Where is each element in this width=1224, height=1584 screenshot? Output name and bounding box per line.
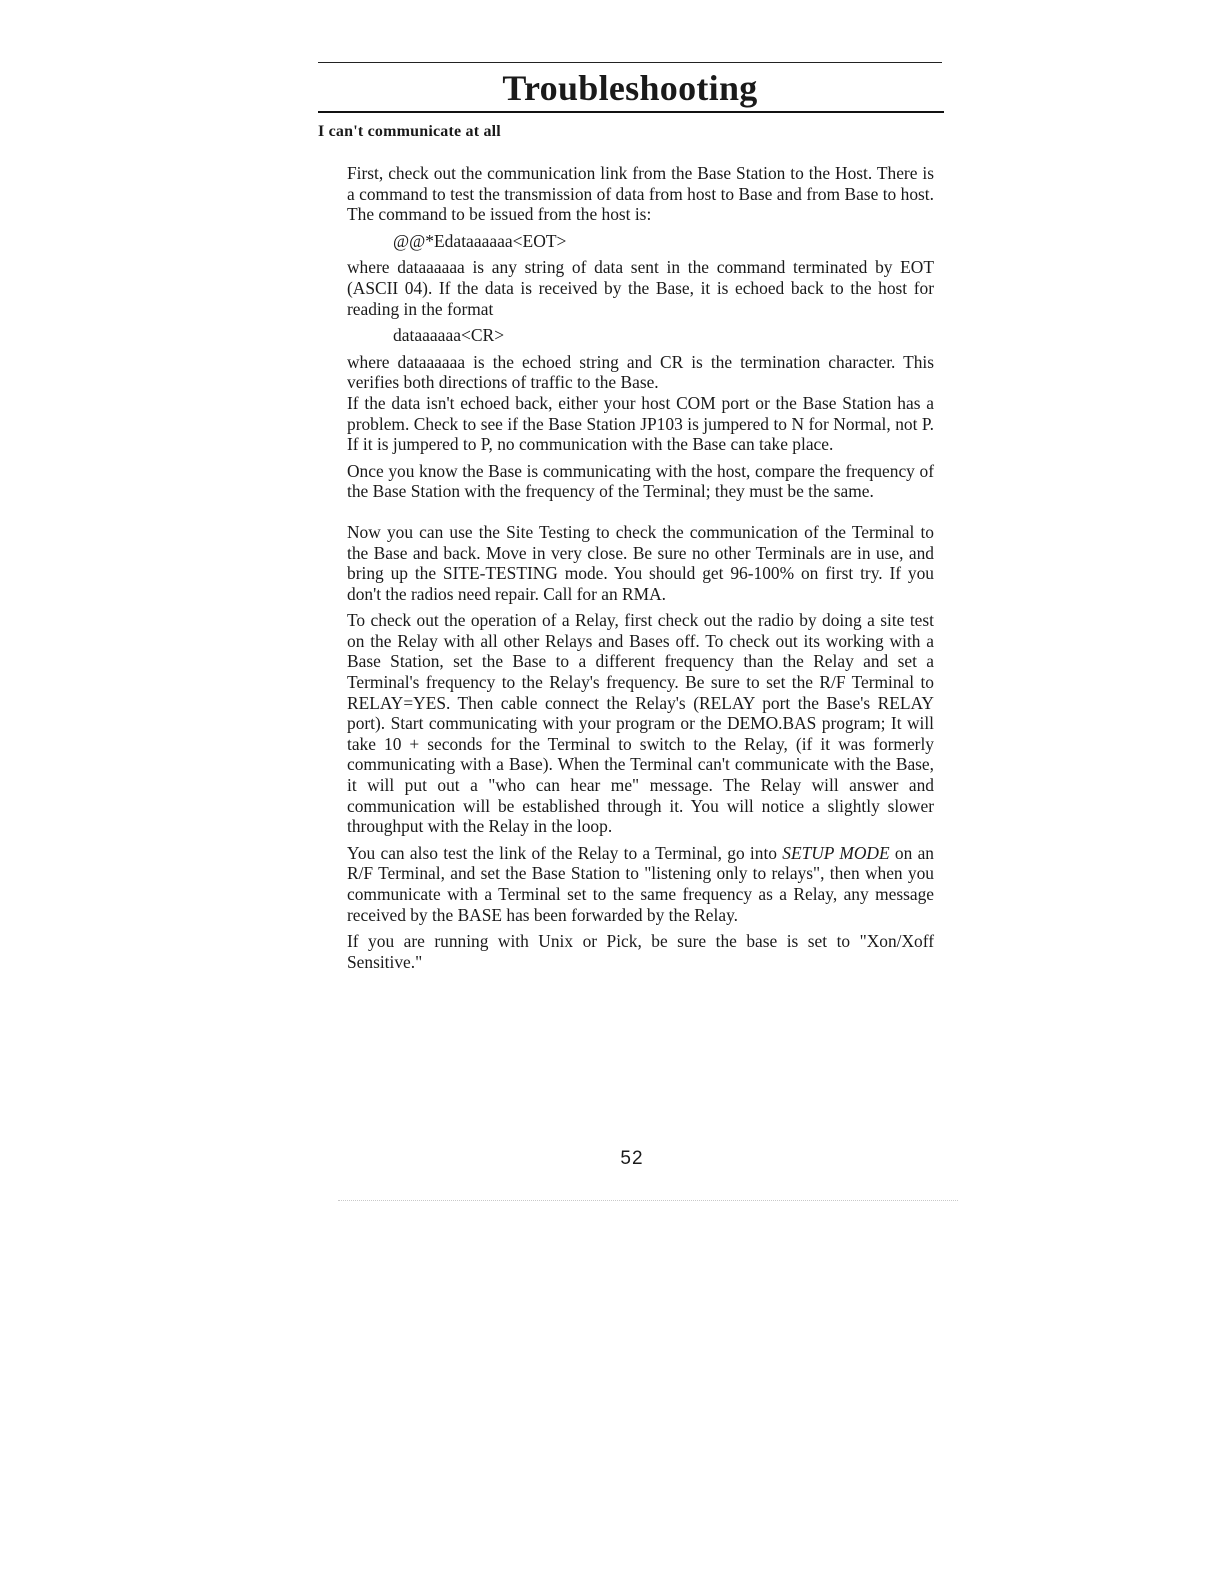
paragraph-relay-check: To check out the operation of a Relay, first check out the radio by doing a site test on the Relay with all other Relays and Bases off. To check out its working with a Base Station, set the Base to a different frequency than the Relay and set a Terminal's frequency to the Relay's frequency. Be sure to set the R/F Terminal to RELAY=YES. Then cable connect the Relay's (RELAY port the Base's RELAY port). Start communicating with your program or the DEMO.BAS program; It will take 10 + seconds for the Terminal to switch to the Relay, (if it was formerly communicating with a Base). When the Terminal can't communicate with the Base, it will put out a "who can hear me" message. The Relay will answer and communication will be established through it. You will notice a slightly slower throughput with the Relay in the loop. bbox=[347, 610, 934, 837]
paragraph-echo-explanation: where dataaaaaa is the echoed string and CR is the termination character. This verifies both directions of traffic to the Base. bbox=[347, 351, 934, 393]
paragraph-command-explanation: where dataaaaaa is any string of data sent in the command terminated by EOT (ASCII 04). If the data is received by the Base, it is echoed back to the host for reading in the format bbox=[347, 257, 934, 319]
relay-link-text-end: on an R/F Terminal, and set the Base Station to "listening only to relays", then when you communicate with a Terminal set to the same frequency as a Relay, any message received by the BASE has been forwarded by the Relay. bbox=[347, 842, 934, 925]
page-number: 52 bbox=[620, 1148, 644, 1169]
paragraph-no-echo: If the data isn't echoed back, either your host COM port or the Base Station has a problem. Check to see if the Base Station JP103 is jumpered to N for Normal, not P. If it is jumpered to P, no communication with the Base can take place. bbox=[347, 392, 934, 455]
paragraph-check-link: First, check out the communication link from the Base Station to the Host. There is a command to test the transmission of data from host to Base and from Base to host. The command to be issued from the host is: bbox=[347, 163, 934, 225]
section-heading: I can't communicate at all bbox=[318, 123, 501, 140]
paragraph-relay-link bbox=[347, 843, 934, 925]
page-title: Troubleshooting bbox=[502, 68, 758, 108]
body-text bbox=[347, 163, 934, 978]
command-echo-format: dataaaaaa<CR> bbox=[393, 325, 505, 346]
paragraph-frequency: Once you know the Base is communicating with the host, compare the frequency of the Base Station with the frequency of the Terminal; they must be the same. bbox=[347, 460, 934, 502]
scan-artifact-line bbox=[338, 1200, 958, 1205]
setup-mode-term: SETUP MODE bbox=[782, 842, 890, 863]
command-echo-test: @@*Edataaaaaa<EOT> bbox=[393, 230, 567, 251]
header-rule-top bbox=[318, 62, 942, 63]
paragraph-unix-pick: If you are running with Unix or Pick, be sure the base is set to "Xon/Xoff Sensitive." bbox=[347, 931, 934, 972]
header-rule-bottom bbox=[318, 111, 944, 113]
paragraph-site-testing: Now you can use the Site Testing to check the communication of the Terminal to the Base and back. Move in very close. Be sure no other Terminals are in use, and bring up the SITE-TESTING mode. You should get 96-100% on first try. If you don't the radios need repair. Call for an RMA. bbox=[347, 521, 934, 604]
relay-link-text-start: You can also test the link of the Relay to a Terminal, go into bbox=[347, 842, 783, 863]
